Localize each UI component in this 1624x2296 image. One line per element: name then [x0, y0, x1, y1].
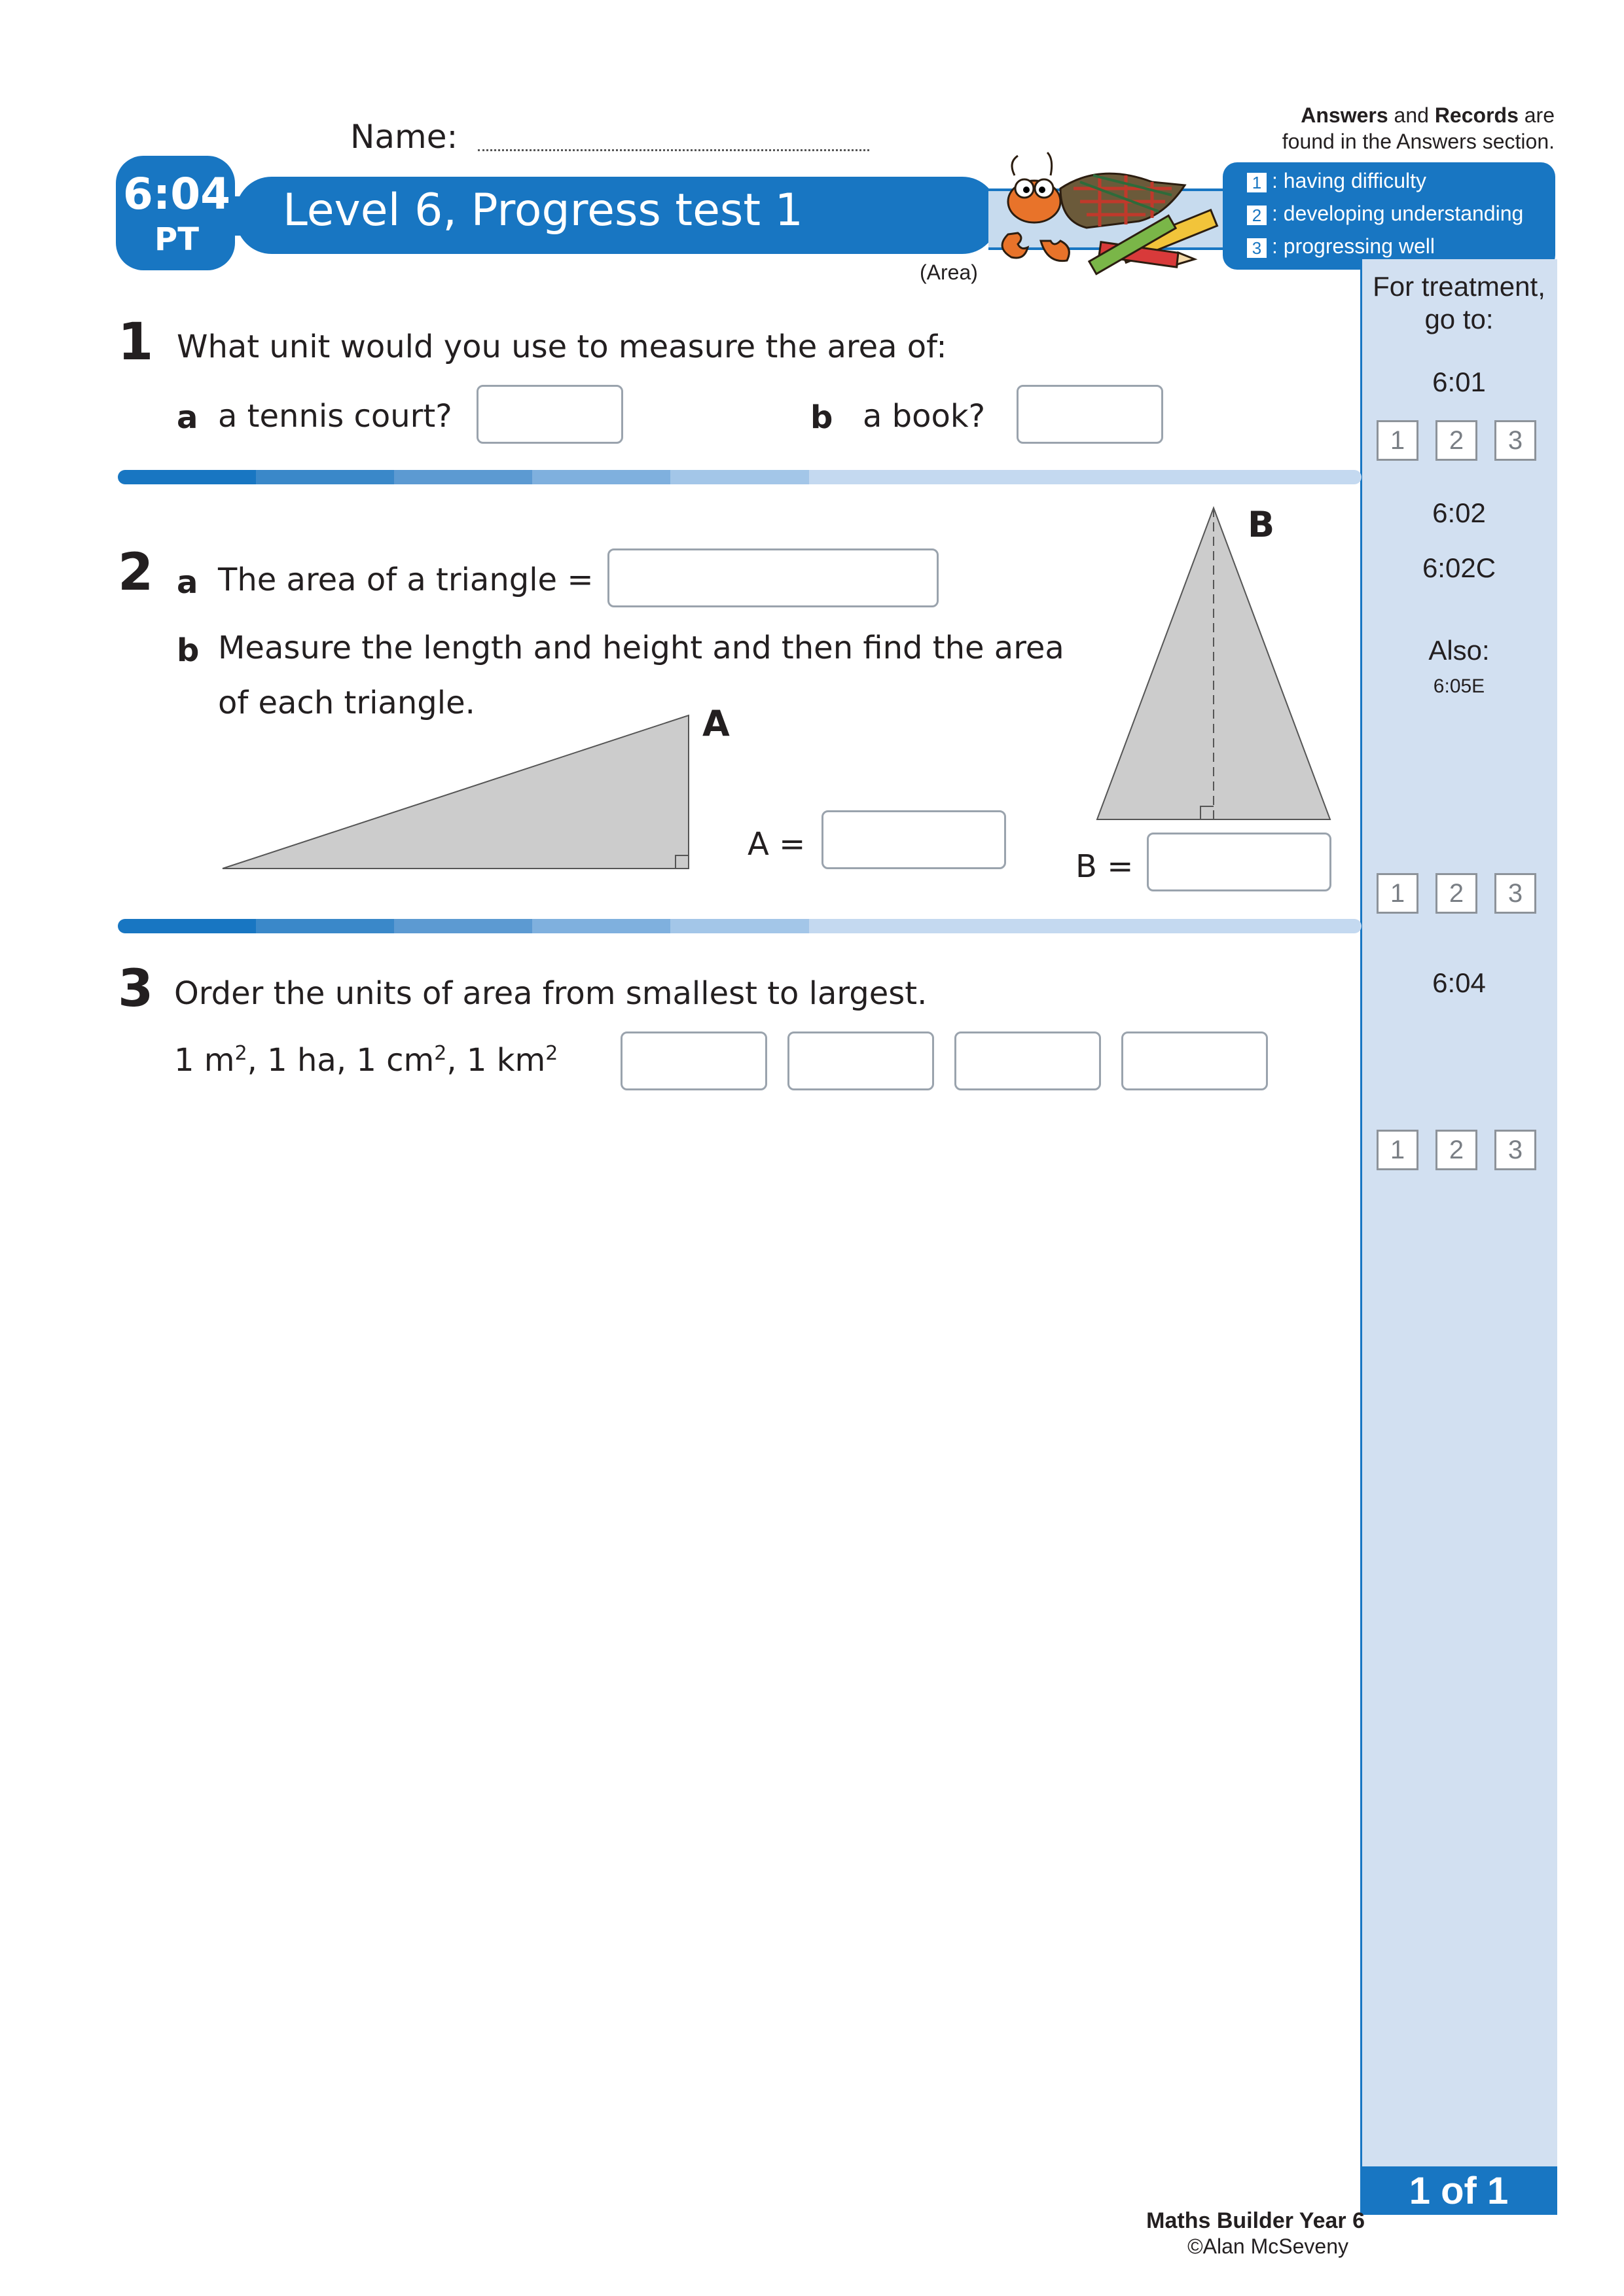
answers-note-line2: found in the Answers section.	[1282, 130, 1555, 153]
q1b-text: a book?	[863, 398, 986, 435]
q1a-answer-box[interactable]	[477, 385, 623, 444]
q1a-text: a tennis court?	[218, 398, 452, 435]
legend-text-2: : developing understanding	[1272, 202, 1524, 225]
legend-num-2: 2	[1247, 206, 1267, 225]
and-word: and	[1388, 103, 1435, 127]
q2-also-label: Also:	[1428, 635, 1490, 666]
name-label: Name:	[350, 118, 458, 156]
q3-answer-box-2[interactable]	[787, 1031, 934, 1090]
q3-rating-2[interactable]: 2	[1435, 1130, 1477, 1170]
legend-row-1	[1247, 169, 1426, 193]
q1b-answer-box[interactable]	[1017, 385, 1163, 444]
book-title: Maths Builder Year 6	[1146, 2208, 1365, 2233]
q1-number: 1	[118, 313, 154, 372]
legend-text-1: : having difficulty	[1272, 169, 1426, 192]
section-code: 6:04	[122, 169, 231, 219]
q1-rating-3[interactable]: 3	[1494, 420, 1536, 461]
q3-answer-box-1[interactable]	[621, 1031, 767, 1090]
q2a-answer-box[interactable]	[607, 548, 939, 607]
q2-treatment-ref-2: 6:02C	[1422, 552, 1496, 583]
q1a-label: a	[177, 399, 198, 436]
triangle-b-answer-box[interactable]	[1147, 833, 1331, 891]
treatment-heading-1: For treatment,	[1373, 271, 1545, 302]
section-code-sub: PT	[154, 221, 199, 258]
page-title: Level 6, Progress test 1	[283, 185, 803, 236]
unit-ha: 1 ha,	[267, 1042, 357, 1079]
q2-rating-1[interactable]: 1	[1377, 873, 1418, 914]
page-indicator-text: 1 of 1	[1409, 2170, 1509, 2212]
unit-cm2: 1 $cm^2$,	[356, 1042, 467, 1079]
q1-rating-1[interactable]: 1	[1377, 420, 1418, 461]
records-word: Records	[1434, 103, 1519, 127]
answers-word: Answers	[1301, 103, 1388, 127]
triangle-a-answer-label: A =	[748, 826, 806, 863]
triangle-a-label: A	[702, 703, 730, 744]
triangle-b	[1092, 504, 1335, 825]
q2b-text-line2: of each triangle.	[218, 685, 475, 721]
topic-label: (Area)	[920, 260, 978, 284]
answers-note	[1191, 102, 1555, 154]
q2a-label: a	[177, 564, 198, 601]
unit-km2: 1 $km^2$	[466, 1042, 558, 1079]
q3-text: Order the units of area from smallest to largest.	[174, 975, 928, 1012]
triangle-b-answer-label: B =	[1075, 848, 1134, 885]
mascot-illustration	[988, 149, 1224, 280]
q2-also-ref: 6:05E	[1433, 675, 1485, 697]
legend-text-3: : progressing well	[1272, 234, 1435, 258]
q1b-label: b	[810, 399, 833, 436]
legend-row-3	[1247, 234, 1435, 259]
triangle-a-answer-box[interactable]	[821, 810, 1006, 869]
q2-rating-3[interactable]: 3	[1494, 873, 1536, 914]
q3-treatment-ref: 6:04	[1432, 967, 1486, 998]
legend-row-2	[1247, 202, 1523, 226]
q3-answer-box-3[interactable]	[954, 1031, 1101, 1090]
name-field-line[interactable]	[478, 149, 869, 151]
section-divider-2	[118, 919, 1362, 933]
triangle-b-label: B	[1248, 504, 1275, 545]
q2-treatment-ref-1: 6:02	[1432, 497, 1486, 528]
q2-rating-2[interactable]: 2	[1435, 873, 1477, 914]
q2b-text-line1: Measure the length and height and then find the area	[218, 630, 1064, 666]
legend-num-1: 1	[1247, 173, 1267, 192]
q3-number: 3	[118, 960, 154, 1018]
are-word: are	[1518, 103, 1555, 127]
q1-text: What unit would you use to measure the area of:	[177, 329, 947, 365]
q3-rating-3[interactable]: 3	[1494, 1130, 1536, 1170]
copyright: ©Alan McSeveny	[1187, 2234, 1348, 2258]
q1-treatment-ref: 6:01	[1432, 367, 1486, 397]
unit-m2: 1 $m^2$,	[174, 1042, 268, 1079]
treatment-heading-2: go to:	[1424, 304, 1494, 334]
q3-units-list	[174, 1042, 558, 1079]
q3-answer-box-4[interactable]	[1121, 1031, 1268, 1090]
triangle-a	[216, 710, 694, 875]
q2b-label: b	[177, 632, 200, 669]
legend-num-3: 3	[1247, 238, 1267, 258]
q2a-text: The area of a triangle =	[218, 562, 594, 598]
q1-rating-2[interactable]: 2	[1435, 420, 1477, 461]
q3-rating-1[interactable]: 1	[1377, 1130, 1418, 1170]
q2-number: 2	[118, 543, 154, 602]
section-divider-1	[118, 470, 1362, 484]
